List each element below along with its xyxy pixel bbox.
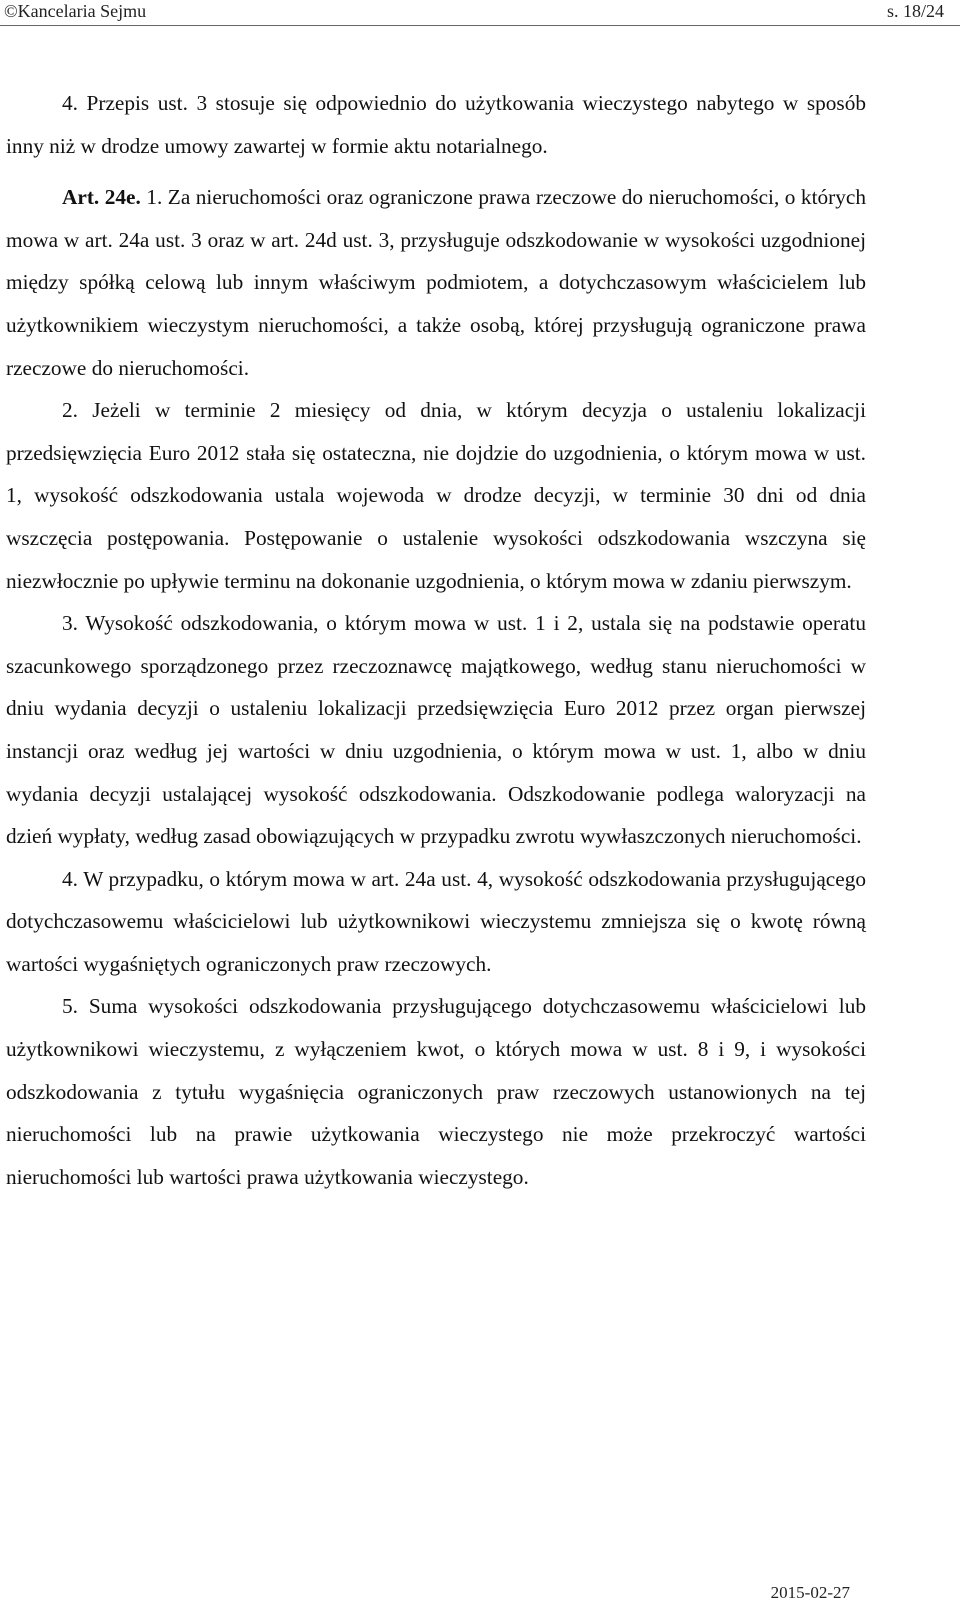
document-body (6, 82, 866, 1198)
paragraph-przepis-ust-4: 4. Przepis ust. 3 stosuje się odpowiednio do użytkowania wieczystego nabytego w sposób inny niż w drodze umowy zawartej w formie aktu notarialnego. (6, 91, 866, 158)
article-number: Art. 24e. (62, 185, 141, 210)
paragraph-art-24e-ust-4: 4. W przypadku, o którym mowa w art. 24a ust. 4, wysokość odszkodowania przysługującego dotychczasowemu właścicielowi lub użytkownikowi wieczystemu zmniejsza się o kwotę równą wartości wygaśniętych ograniczonych praw rzeczowych. (6, 866, 866, 976)
header-source: ©Kancelaria Sejmu (4, 1, 147, 21)
paragraph-art-24e-ust-1 (6, 176, 866, 389)
paragraph-art-24e-ust-2: 2. Jeżeli w terminie 2 miesięcy od dnia, w którym decyzja o ustaleniu lokalizacji przedsięwzięcia Euro 2012 stała się ostateczna, nie dojdzie do uzgodnienia, o którym mowa w ust. 1, wysokość odszkodowania ustala wojewoda w drodze decyzji, w terminie 30 dni od dnia wszczęcia postępowania. Postępowanie o ustalenie wysokości odszkodowania wszczyna się niezwłocznie po upływie terminu na dokonanie uzgodnienia, o którym mowa w zdaniu pierwszym. (6, 398, 866, 593)
header-divider (0, 25, 960, 26)
paragraph-art-24e-ust-3: 3. Wysokość odszkodowania, o którym mowa w ust. 1 i 2, ustala się na podstawie operatu szacunkowego sporządzonego przez rzeczoznawcę majątkowego, według stanu nieruchomości w dniu wydania decyzji o ustaleniu lokalizacji przedsięwzięcia Euro 2012 przez organ pierwszej instancji oraz według jej wartości w dniu uzgodnienia, o którym mowa w ust. 1, albo w dniu wydania decyzji ustalającej wysokość odszkodowania. Odszkodowanie podlega waloryzacji na dzień wypłaty, według zasad obowiązujących w przypadku zwrotu wywłaszczonych nieruchomości. (6, 611, 866, 849)
paragraph-art-24e-ust-1-text: 1. Za nieruchomości oraz ograniczone prawa rzeczowe do nieruchomości, o których mowa w art. 24a ust. 3 oraz w art. 24d ust. 3, przysługuje odszkodowanie w wysokości uzgodnionej między spółką celową lub innym właściwym podmiotem, a dotychczasowym właścicielem lub użytkownikiem wieczystym nieruchomości, a także osobą, której przysługują ograniczone prawa rzeczowe do nieruchomości. (6, 185, 866, 380)
header-page-number: s. 18/24 (886, 1, 944, 21)
page-header (0, 0, 960, 28)
footer-date: 2015-02-27 (770, 1583, 850, 1602)
paragraph-art-24e-ust-5: 5. Suma wysokości odszkodowania przysługującego dotychczasowemu właścicielowi lub użytkownikowi wieczystemu, z wyłączeniem kwot, o których mowa w ust. 8 i 9, i wysokości odszkodowania z tytułu wygaśnięcia ograniczonych praw rzeczowych ustanowionych na tej nieruchomości lub na prawie użytkowania wieczystego nie może przekroczyć wartości nieruchomości lub wartości prawa użytkowania wieczystego. (6, 994, 866, 1189)
